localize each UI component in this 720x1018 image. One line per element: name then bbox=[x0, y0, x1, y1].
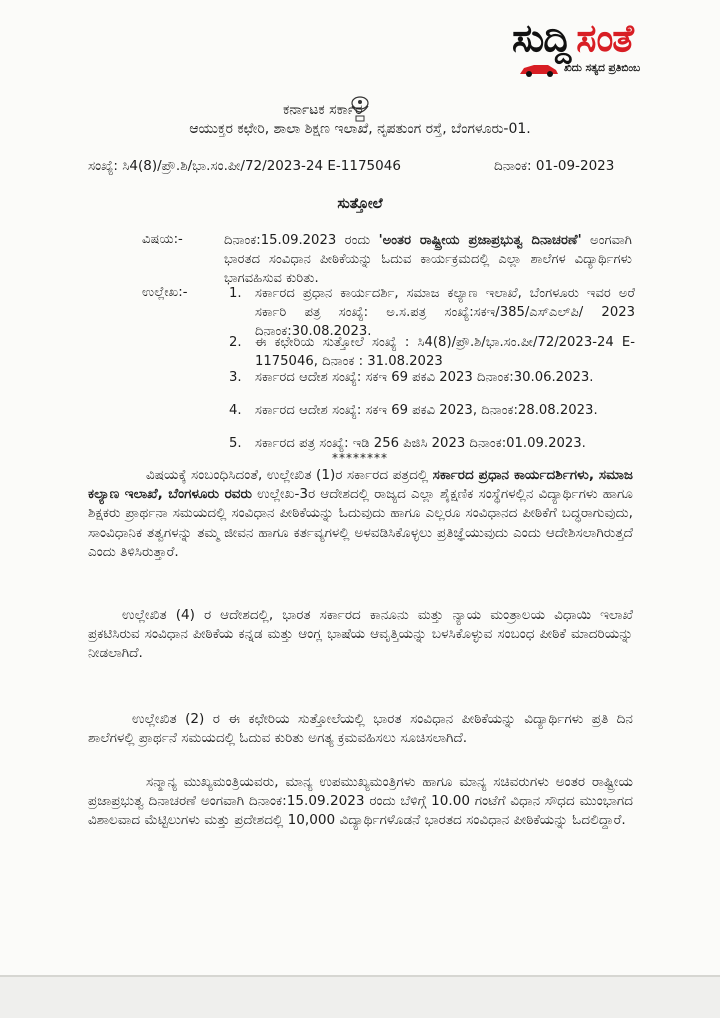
body-paragraph-2: ಉಲ್ಲೇಖಿತ (4) ರ ಆದೇಶದಲ್ಲಿ, ಭಾರತ ಸರ್ಕಾರದ ಕಾನೂನು ಮತ್ತು ನ್ಯಾಯ ಮಂತ್ರಾಲಯ ವಿಧಾಯಿ ಇಲಾಖೆ ಪ್ರಕಟಿಸಿರುವ ಸಂವಿಧಾನ ಪೀಠಿಕೆಯ ಕನ್ನಡ ಮತ್ತು ಆಂಗ್ಲ ಭಾಷೆಯ ಆವೃತ್ತಿಯನ್ನು ಬಳಸಿಕೊಳ್ಳುವ ಸಂಬಂಧ ಪೀಠಿಕೆ ಮಾದರಿಯನ್ನು ನೀಡಲಾಗಿದೆ. bbox=[88, 607, 633, 662]
references-label: ಉಲ್ಲೇಖ:- bbox=[142, 285, 188, 300]
body-paragraph-4: ಸನ್ಮಾನ್ಯ ಮುಖ್ಯಮಂತ್ರಿಯವರು, ಮಾನ್ಯ ಉಪಮುಖ್ಯಮಂತ್ರಿಗಳು ಹಾಗೂ ಮಾನ್ಯ ಸಚಿವರುಗಳು ಅಂತರ ರಾಷ್ಟ್ರೀಯ ಪ್ರಜಾಪ್ರಭುತ್ವ ದಿನಾಚರಣೆ ಅಂಗವಾಗಿ ದಿನಾಂಕ:15.09.2023 ರಂದು ಬೆಳಿಗ್ಗೆ 10.00 ಗಂಟೆಗೆ ವಿಧಾನ ಸೌಧದ ಮುಂಭಾಗದ ವಿಶಾಲವಾದ ಮೆಟ್ಟಿಲುಗಳು ಮತ್ತು ಪ್ರದೇಶದಲ್ಲಿ 10,000 ವಿದ್ಯಾರ್ಥಿಗಳೊಡನೆ ಭಾರತದ ಸಂವಿಧಾನ ಪೀಠಿಕೆಯನ್ನು ಓದಲಿದ್ದಾರೆ. bbox=[88, 774, 633, 829]
logo-word-2: ಸಂತೆ bbox=[576, 16, 633, 60]
document-date: ದಿನಾಂಕ: 01-09-2023 bbox=[494, 158, 615, 174]
government-heading: ಕರ್ನಾಟಕ ಸರ್ಕಾರ bbox=[283, 102, 363, 118]
car-icon bbox=[518, 60, 560, 78]
reference-number: ಸಂಖ್ಯೆ: ಸಿ4(8)/ಪ್ರೌ.ಶಿ/ಭಾ.ಸಂ.ಪೀ/72/2023-24 E-1175046 bbox=[88, 158, 401, 174]
separator: ******** bbox=[332, 451, 388, 465]
subject-label: ವಿಷಯ:- bbox=[142, 232, 183, 247]
suddi-sante-logo bbox=[512, 10, 712, 86]
logo-word-1: ಸುದ್ದಿ bbox=[512, 16, 571, 60]
scan-bottom-margin bbox=[0, 977, 720, 1018]
subject-text: ದಿನಾಂಕ:15.09.2023 ರಂದು 'ಅಂತರ ರಾಷ್ಟ್ರೀಯ ಪ್ರಜಾಪ್ರಭುತ್ವ ದಿನಾಚರಣೆ' ಅಂಗವಾಗಿ ಭಾರತದ ಸಂವಿಧಾನ ಪೀಠಿಕೆಯನ್ನು ಓದುವ ಕಾರ್ಯಕ್ರಮದಲ್ಲಿ ಎಲ್ಲಾ ಶಾಲೆಗಳ ವಿದ್ಯಾರ್ಥಿಗಳು ಭಾಗವಹಿಸುವ ಕುರಿತು. bbox=[224, 233, 633, 286]
logo-tagline: ಖಿದು ಸತ್ಯದ ಪ್ರತಿಬಿಂಬ bbox=[564, 62, 641, 74]
circular-title: ಸುತ್ತೋಲೆ bbox=[337, 196, 383, 212]
body-paragraph-1: ವಿಷಯಕ್ಕೆ ಸಂಬಂಧಿಸಿದಂತೆ, ಉಲ್ಲೇಖಿತ (1)ರ ಸರ್ಕಾರದ ಪತ್ರದಲ್ಲಿ ಸರ್ಕಾರದ ಪ್ರಧಾನ ಕಾರ್ಯದರ್ಶಿಗಳು, ಸಮಾಜ ಕಲ್ಯಾಣ ಇಲಾಖೆ, ಬೆಂಗಳೂರು ರವರು ಉಲ್ಲೇಖ-3ರ ಆದೇಶದಲ್ಲಿ ರಾಜ್ಯದ ಎಲ್ಲಾ ಶೈಕ್ಷಣಿಕ ಸಂಸ್ಥೆಗಳಲ್ಲಿನ ವಿದ್ಯಾರ್ಥಿಗಳು ಹಾಗೂ ಶಿಕ್ಷಕರು ಪ್ರಾರ್ಥನಾ ಸಮಯದಲ್ಲಿ ಸಂವಿಧಾನ ಪೀಠಿಕೆಯನ್ನು ಓದುವುದು ಹಾಗೂ ಎಲ್ಲರೂ ಸಂವಿಧಾನದ ಪೀಠಿಕೆಗೆ ಬದ್ಧರಾಗುವುದು, ಸಾಂವಿಧಾನಿಕ ತತ್ವಗಳನ್ನು ತಮ್ಮ ಜೀವನ ಹಾಗೂ ಕರ್ತವ್ಯಗಳಲ್ಲಿ ಅಳವಡಿಸಿಕೊಳ್ಳಲು ಪ್ರತಿಜ್ಞೆಯುವುದು ಎಂದು ಆದೇಶಿಸಲಾಗಿರುತ್ತದೆ ಎಂದು ತಿಳಿಸಿರುತ್ತಾರೆ. bbox=[88, 467, 634, 560]
body-paragraph-3: ಉಲ್ಲೇಖಿತ (2) ರ ಈ ಕಛೇರಿಯ ಸುತ್ತೋಲೆಯಲ್ಲಿ ಭಾರತ ಸಂವಿಧಾನ ಪೀಠಿಕೆಯನ್ನು ವಿದ್ಯಾರ್ಥಿಗಳು ಪ್ರತಿ ದಿನ ಶಾಲೆಗಳಲ್ಲಿ ಪ್ರಾರ್ಥನೆ ಸಮಯದಲ್ಲಿ ಓದುವ ಕುರಿತು ಅಗತ್ಯ ಕ್ರಮವಹಿಸಲು ಸೂಚಿಸಲಾಗಿದೆ. bbox=[88, 711, 633, 747]
office-address: ಆಯುಕ್ತರ ಕಛೇರಿ, ಶಾಲಾ ಶಿಕ್ಷಣ ಇಲಾಖೆ, ನೃಪತುಂಗ ರಸ್ತೆ, ಬೆಂಗಳೂರು-01. bbox=[189, 121, 531, 137]
document-page: ಸುದ್ದಿ ಸಂತೆ ಖಿದು ಸತ್ಯದ ಪ್ರತಿಬಿಂಬ ಕರ್ನಾಟಕ ಸರ್ಕಾರ ಆಯುಕ್ತರ ಕಛೇರಿ, ಶಾಲಾ ಶಿಕ್ಷಣ ಇಲಾಖೆ, ನೃಪತುಂಗ ರಸ್ತೆ, ಬೆಂಗಳೂರು-01. ಸಂಖ್ಯೆ: ಸಿ4(8)/ಪ್ರೌ.ಶಿ/ಭಾ.ಸಂ.ಪೀ/72/2023-24 E-1175046 ದಿನಾಂಕ: 01-09-2023 ಸುತ್ತೋಲೆ ವಿಷಯ:- ದಿನಾಂಕ:15.09.2023 ರಂದು 'ಅಂತರ ರಾಷ್ಟ್ರೀಯ ಪ್ರಜಾಪ್ರಭುತ್ವ ದಿನಾಚರಣೆ' ಅಂಗವಾಗಿ ಭಾರತದ ಸಂವಿಧಾನ ಪೀಠಿಕೆಯನ್ನು ಓದುವ ಕಾರ್ಯಕ್ರಮದಲ್ಲಿ ಎಲ್ಲಾ ಶಾಲೆಗಳ ವಿದ್ಯಾರ್ಥಿಗಳು ಭಾಗವಹಿಸುವ ಕುರಿತು. ಉಲ್ಲೇಖ:- 1. ಸರ್ಕಾರದ ಪ್ರಧಾನ ಕಾರ್ಯದರ್ಶಿ, ಸಮಾಜ ಕಲ್ಯಾಣ ಇಲಾಖೆ, ಬೆಂಗಳೂರು ಇವರ ಅರೆ ಸರ್ಕಾರಿ ಪತ್ರ ಸಂಖ್ಯೆ: ಅ.ಸ.ಪತ್ರ ಸಂಖ್ಯೆ:ಸಕಇ/385/ಎಸ್ಎಲ್‌ಪಿ/ 2023 ದಿನಾಂಕ:30.08.2023. 2. ಈ ಕಛೇರಿಯ ಸುತ್ತೋಲೆ ಸಂಖ್ಯೆ : ಸಿ4(8)/ಪ್ರೌ.ಶಿ/ಭಾ.ಸಂ.ಪೀ/72/2023-24 E-1175046, ದಿನಾಂಕ : 31.08.2023 3. ಸರ್ಕಾರದ ಆದೇಶ ಸಂಖ್ಯೆ: ಸಕಇ 69 ಪಕವಿ 2023 ದಿನಾಂಕ:30.06.2023. 4. ಸರ್ಕಾರದ ಆದೇಶ ಸಂಖ್ಯೆ: ಸಕಇ 69 ಪಕವಿ 2023, ದಿನಾಂಕ:28.08.2023. 5. ಸರ್ಕಾರದ ಪತ್ರ ಸಂಖ್ಯೆ: ಇಡಿ 256 ಪಿಜಿಸಿ 2023 ದಿನಾಂಕ:01.09.2023. ******** ವಿಷಯಕ್ಕೆ ಸಂಬಂಧಿಸಿದಂತೆ, ಉಲ್ಲೇಖಿತ (1)ರ ಸರ್ಕಾರದ ಪತ್ರದಲ್ಲಿ ಸರ್ಕಾರದ ಪ್ರಧಾನ ಕಾರ್ಯದರ್ಶಿಗಳು, ಸಮಾಜ ಕಲ್ಯಾಣ ಇಲಾಖೆ, ಬೆಂಗಳೂರು ರವರು ಉಲ್ಲೇಖ-3ರ ಆದೇಶದಲ್ಲಿ ರಾಜ್ಯದ ಎಲ್ಲಾ ಶೈಕ್ಷಣಿಕ ಸಂಸ್ಥೆಗಳಲ್ಲಿನ ವಿದ್ಯಾರ್ಥಿಗಳು ಹಾಗೂ ಶಿಕ್ಷಕರು ಪ್ರಾರ್ಥನಾ ಸಮಯದಲ್ಲಿ ಸಂವಿಧಾನ ಪೀಠಿಕೆಯನ್ನು ಓದುವುದು ಹಾಗೂ ಎಲ್ಲರೂ ಸಂವಿಧಾನದ ಪೀಠಿಕೆಗೆ ಬದ್ಧರಾಗುವುದು, ಸಾಂವಿಧಾನಿಕ ತತ್ವಗಳನ್ನು ತಮ್ಮ ಜೀವನ ಹಾಗೂ ಕರ್ತವ್ಯಗಳಲ್ಲಿ ಅಳವಡಿಸಿಕೊಳ್ಳಲು ಪ್ರತಿಜ್ಞೆಯುವುದು ಎಂದು ಆದೇಶಿಸಲಾಗಿರುತ್ತದೆ ಎಂದು ತಿಳಿಸಿರುತ್ತಾರೆ. ಉಲ್ಲೇಖಿತ (4) ರ ಆದೇಶದಲ್ಲಿ, ಭಾರತ ಸರ್ಕಾರದ ಕಾನೂನು ಮತ್ತು ನ್ಯಾಯ ಮಂತ್ರಾಲಯ ವಿಧಾಯಿ ಇಲಾಖೆ ಪ್ರಕಟಿಸಿರುವ ಸಂವಿಧಾನ ಪೀಠಿಕೆಯ ಕನ್ನಡ ಮತ್ತು ಆಂಗ್ಲ ಭಾಷೆಯ ಆವೃತ್ತಿಯನ್ನು ಬಳಸಿಕೊಳ್ಳುವ ಸಂಬಂಧ ಪೀಠಿಕೆ ಮಾದರಿಯನ್ನು ನೀಡಲಾಗಿದೆ. ಉಲ್ಲೇಖಿತ (2) ರ ಈ ಕಛೇರಿಯ ಸುತ್ತೋಲೆಯಲ್ಲಿ ಭಾರತ ಸಂವಿಧಾನ ಪೀಠಿಕೆಯನ್ನು ವಿದ್ಯಾರ್ಥಿಗಳು ಪ್ರತಿ ದಿನ ಶಾಲೆಗಳಲ್ಲಿ ಪ್ರಾರ್ಥನೆ ಸಮಯದಲ್ಲಿ ಓದುವ ಕುರಿತು ಅಗತ್ಯ ಕ್ರಮವಹಿಸಲು ಸೂಚಿಸಲಾಗಿದೆ. ಸನ್ಮಾನ್ಯ ಮುಖ್ಯಮಂತ್ರಿಯವರು, ಮಾನ್ಯ ಉಪಮುಖ್ಯಮಂತ್ರಿಗಳು ಹಾಗೂ ಮಾನ್ಯ ಸಚಿವರುಗಳು ಅಂತರ ರಾಷ್ಟ್ರೀಯ ಪ್ರಜಾಪ್ರಭುತ್ವ ದಿನಾಚರಣೆ ಅಂಗವಾಗಿ ದಿನಾಂಕ:15.09.2023 ರಂದು ಬೆಳಿಗ್ಗೆ 10.00 ಗಂಟೆಗೆ ವಿಧಾನ ಸೌಧದ ಮುಂಭಾಗದ ವಿಶಾಲವಾದ ಮೆಟ್ಟಿಲುಗಳು ಮತ್ತು ಪ್ರದೇಶದಲ್ಲಿ 10,000 ವಿದ್ಯಾರ್ಥಿಗಳೊಡನೆ ಭಾರತದ ಸಂವಿಧಾನ ಪೀಠಿಕೆಯನ್ನು ಓದಲಿದ್ದಾರೆ. bbox=[0, 0, 720, 977]
